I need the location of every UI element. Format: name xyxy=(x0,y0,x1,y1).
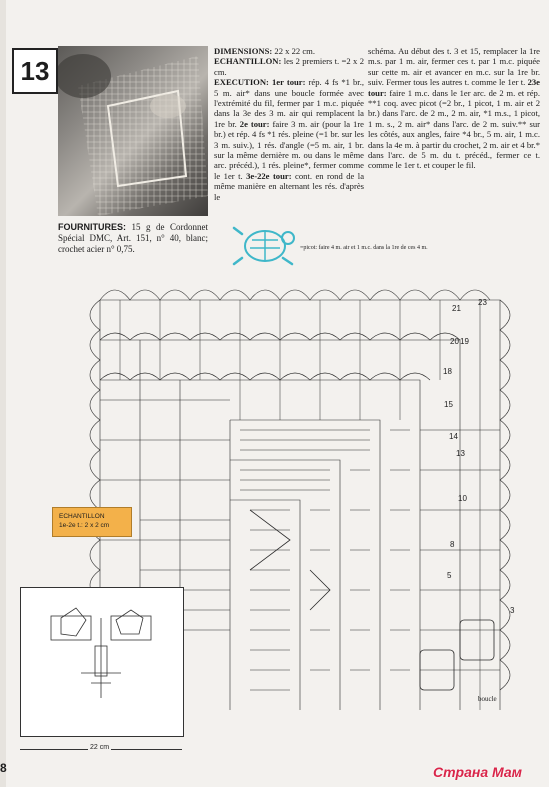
supplies-label: FOURNITURES: xyxy=(58,222,126,232)
supplies-block xyxy=(58,222,208,255)
site-watermark: Страна Мам xyxy=(433,764,523,780)
execution-label: EXECUTION: xyxy=(214,77,269,88)
pattern-number: 13 xyxy=(12,48,58,94)
instructions-column-1 xyxy=(214,46,364,202)
row-number-19: 19 xyxy=(460,337,469,346)
row-number-23: 23 xyxy=(478,298,487,307)
instructions-column-2 xyxy=(368,46,540,171)
motif-diagram xyxy=(20,587,184,737)
doily-photo xyxy=(58,46,208,216)
row-number-10: 10 xyxy=(458,494,467,503)
tour3-label: 3e-22e tour: xyxy=(246,170,292,181)
tour2-label: 2e tour: xyxy=(239,118,270,129)
dimension-label: 22 cm xyxy=(90,744,110,751)
echantillon-box-title: ECHANTILLON xyxy=(59,513,105,520)
dimensions-label: DIMENSIONS: xyxy=(214,46,273,56)
row-number-18: 18 xyxy=(443,367,452,376)
flower-motif-icon xyxy=(21,588,183,736)
echantillon-text: les 2 premiers t. =2 x 2 cm. xyxy=(214,56,364,77)
echantillon-label: ECHANTILLON: xyxy=(214,56,282,67)
row-number-5: 5 xyxy=(447,571,452,580)
echantillon-box-text: 1e-2e t.: 2 x 2 cm xyxy=(59,522,110,529)
row-number-14: 14 xyxy=(449,432,458,441)
page-spine xyxy=(0,0,6,787)
chart-center-blocks xyxy=(250,510,494,690)
supplies-text: 15 g de Cordonnet Spécial DMC, Art. 151, n° 40, blanc; crochet acier n° 0,75. xyxy=(58,222,208,254)
row-number-13: 13 xyxy=(456,449,465,458)
row-number-15: 15 xyxy=(444,400,453,409)
row-number-21: 21 xyxy=(452,304,461,313)
page-number: 8 xyxy=(0,761,7,775)
row-number-3: 3 xyxy=(510,606,515,615)
tour2-text: faire 3 m. air (pour la 1re br.) et rép. 4 fs *1 rés. pleine (=1 br. sur les 3 m. suiv.), 1 rés. d'angle (=5 m. air, 1 br. sur la même dernière m. ou dans le même arc. précéd.), 1 rés. pleine*, fermer comme le 1er t. xyxy=(214,118,364,181)
dimensions-text: 22 x 22 cm. xyxy=(274,46,315,56)
tour1-label: 1er tour: xyxy=(272,77,306,88)
tour23-label: 23e tour: xyxy=(368,77,540,98)
picot-legend: =picot: faire 4 m. air et 1 m.c. dans la 1re de ces 4 m. xyxy=(300,245,428,251)
row-number-8: 8 xyxy=(450,540,455,549)
turtle-stamp-icon xyxy=(228,218,302,270)
row-number-20: 20 xyxy=(450,337,459,346)
dimension-line xyxy=(20,744,182,756)
boucle-label: boucle xyxy=(478,695,497,703)
echantillon-box xyxy=(52,507,132,537)
col2-text-b: faire 1 m.c. dans le 1er arc. de 2 m. et rép. **1 coq. avec picot (=2 br., 1 picot, 1 m. air et 2 br.) dans l'arc. de 2 m., 2 m. air, *1 m.s., 1 picot, 1 m. s., 2 m. air* dans l'arc. de 2 m. suiv.** sur les côtés, aux angles, faire *4 br., 5 m. air, 1 m.c. dans la 4e m. à partir du crochet, 2 m. air et 4 br.* dans l'arc. de 5 m. du t. précéd., fermer ce t. comme le 1er t. et couper le fil. xyxy=(368,87,540,171)
tour1-text: rép. 4 fs *1 br., 5 m. air* dans une boucle formée avec l'extrémité du fil, fermer par 1 m.c. piquée dans la 3e des 3 m. air qui remplacent la 1re br. xyxy=(214,77,364,129)
col2-text-a: schéma. Au début des t. 3 et 15, remplacer la 1re m.s. par 1 m. air, fermer ces t. par 1 m.c. piquée sur cette m. air et avancer en m.c. sur la 1re br. suiv. Fermer tous les autres t. comme le 1er t. xyxy=(368,46,540,88)
tour3-text: cont. en rond de la même manière en alternant les rés. d'après le xyxy=(214,170,365,202)
